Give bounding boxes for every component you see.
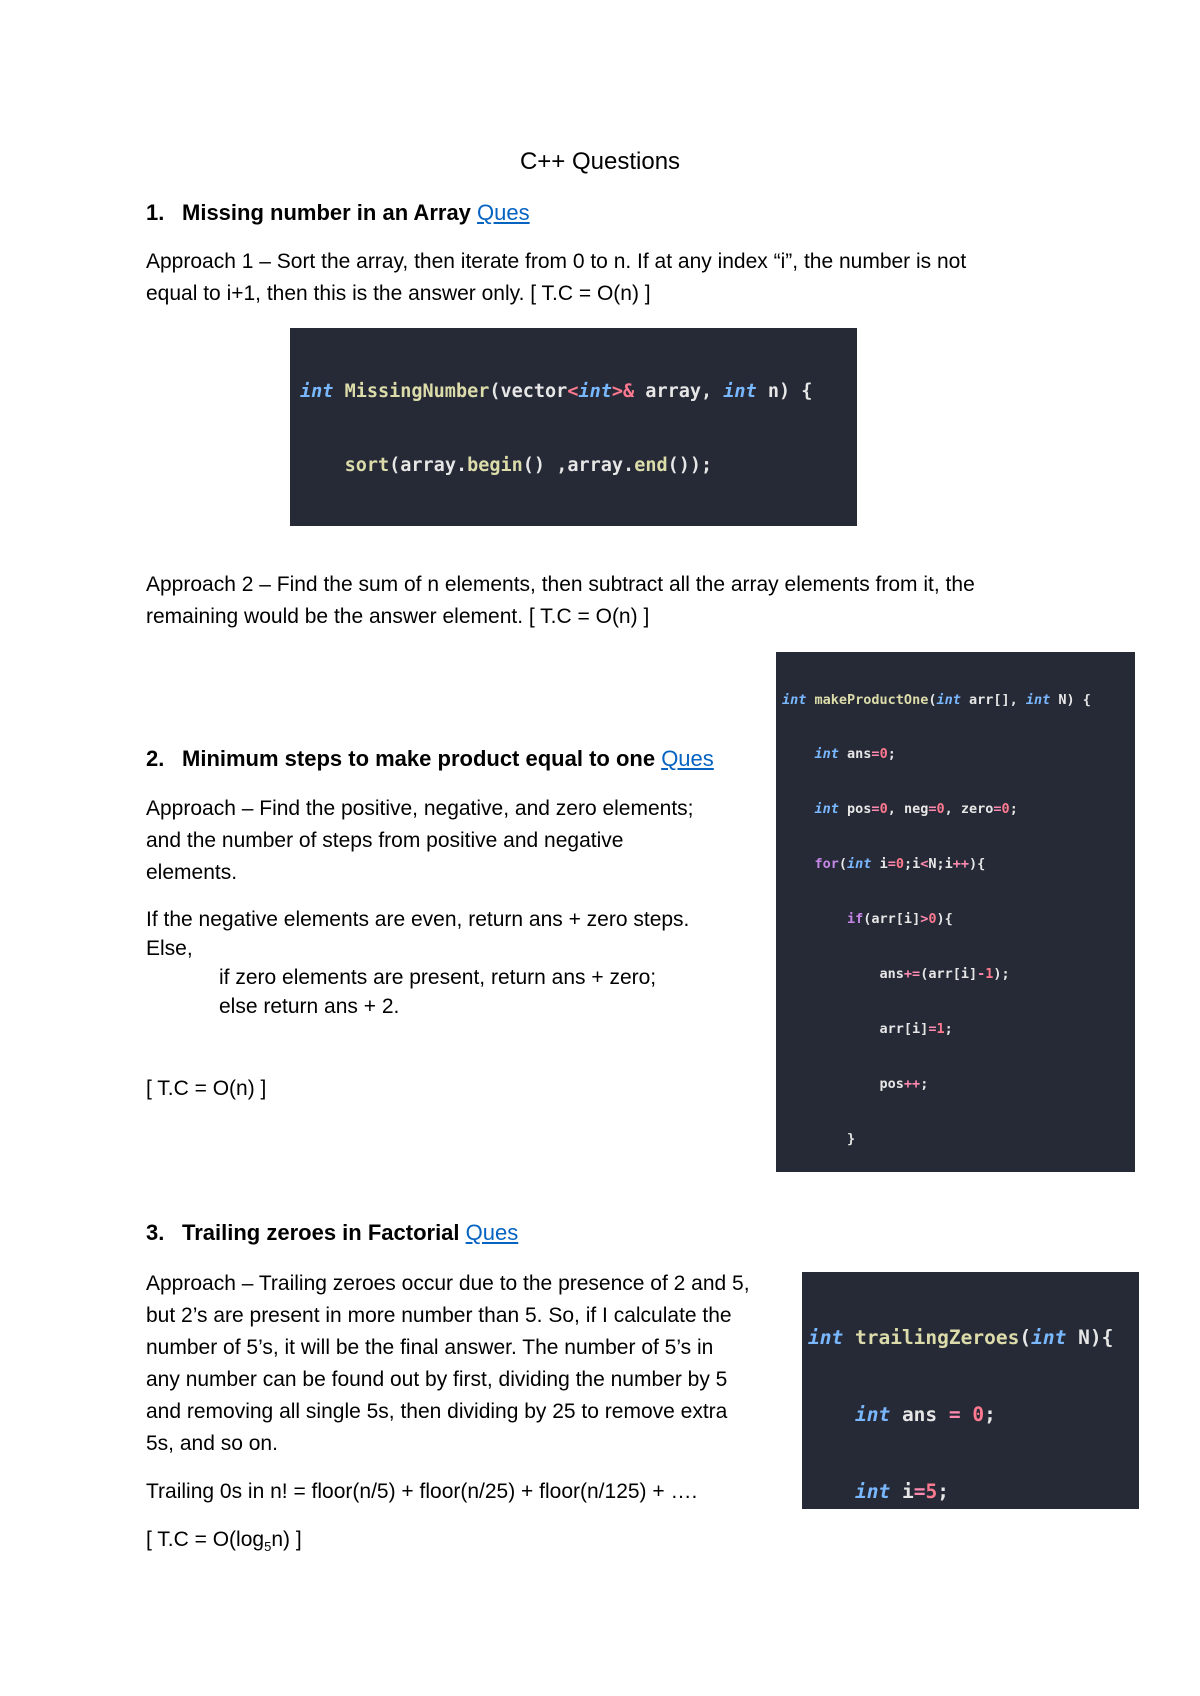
text-line: number of 5’s, it will be the final answer. The number of 5’s in (146, 1336, 714, 1359)
code-line: int pos=0, neg=0, zero=0; (814, 801, 1018, 818)
question-number: 3. (146, 1220, 165, 1245)
code-line: } (782, 1130, 856, 1147)
code-line: int MissingNumber(vector<int>& array, int n) { (300, 381, 813, 402)
text-line: equal to i+1, then this is the answer only. [ T.C = O(n) ] (146, 282, 651, 305)
code-snippet-make-product-one (776, 652, 1135, 1172)
q3-complexity (146, 1524, 302, 1563)
code-line: int makeProductOne(int arr[], int N) { (782, 691, 1091, 708)
question-3-heading (146, 1220, 518, 1246)
q3-approach (146, 1268, 750, 1460)
code-line: for(int i=0;i<N;i++){ (814, 856, 986, 873)
code-line: int ans=0; (814, 746, 896, 763)
page-title: C++ Questions (519, 148, 681, 175)
code-snippet-missing-number (290, 328, 857, 526)
question-1-heading (146, 200, 530, 226)
ques-link[interactable]: Ques (465, 1220, 519, 1245)
question-2-heading (146, 746, 714, 772)
text-line: elements. (146, 861, 238, 884)
text-line: If the negative elements are even, return ans + zero steps. (146, 908, 690, 931)
text-line: Approach – Trailing zeroes occur due to the presence of 2 and 5, (146, 1272, 750, 1295)
ques-link[interactable]: Ques (477, 200, 530, 225)
code-line: int i=5; (854, 1479, 949, 1503)
text-line: Approach – Find the positive, negative, and zero elements; (146, 797, 694, 820)
q2-rule (146, 905, 689, 1021)
complexity-prefix: [ T.C = O(log (146, 1528, 265, 1551)
ques-link[interactable]: Ques (661, 746, 714, 771)
q2-approach (146, 793, 694, 889)
text-line: else return ans + 2. (219, 995, 400, 1018)
code-line: sort(array.begin() ,array.end()); (344, 454, 713, 476)
code-line: pos++; (782, 1075, 929, 1092)
code-snippet-trailing-zeroes (802, 1272, 1139, 1509)
text-line: if zero elements are present, return ans + zero; (219, 966, 657, 989)
q3-formula: Trailing 0s in n! = floor(n/5) + floor(n/25) + floor(n/125) + …. (146, 1480, 698, 1503)
text-line: any number can be found out by first, dividing the number by 5 (146, 1368, 728, 1391)
text-line: and removing all single 5s, then dividing by 25 to remove extra (146, 1400, 728, 1423)
text-line: Approach 2 – Find the sum of n elements, then subtract all the array elements from it, the (146, 573, 975, 596)
question-title: Trailing zeroes in Factorial (182, 1220, 460, 1245)
code-line: ans+=(arr[i]-1); (782, 966, 1010, 983)
text-line: remaining would be the answer element. [ T.C = O(n) ] (146, 605, 650, 628)
code-line: int trailingZeroes(int N){ (808, 1326, 1114, 1350)
question-title: Missing number in an Array (182, 200, 471, 225)
question-number: 1. (146, 200, 165, 225)
q1-approach-1 (146, 246, 966, 310)
code-line: if(arr[i]>0){ (847, 911, 953, 928)
q1-approach-2 (146, 569, 975, 633)
text-line: Else, (146, 937, 193, 960)
q2-complexity: [ T.C = O(n) ] (146, 1077, 267, 1100)
complexity-suffix: n) ] (271, 1528, 302, 1551)
text-line: 5s, and so on. (146, 1432, 278, 1455)
log-base: 5 (264, 1539, 272, 1555)
text-line: and the number of steps from positive and negative (146, 829, 624, 852)
question-number: 2. (146, 746, 165, 771)
code-line: int ans = 0; (854, 1402, 996, 1426)
text-line: but 2’s are present in more number than 5. So, if I calculate the (146, 1304, 732, 1327)
code-line: arr[i]=1; (782, 1020, 953, 1037)
question-title: Minimum steps to make product equal to one (182, 746, 656, 771)
text-line: Approach 1 – Sort the array, then iterate from 0 to n. If at any index “i”, the number is not (146, 250, 967, 273)
